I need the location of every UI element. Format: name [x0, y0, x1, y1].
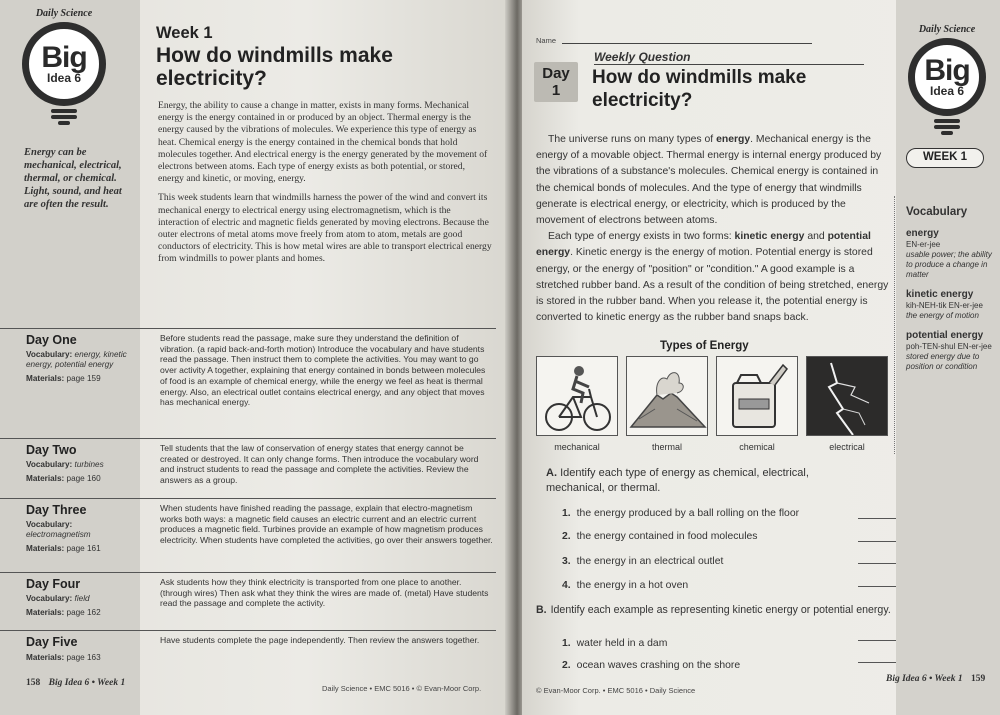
name-label: Name — [536, 36, 557, 45]
day-name: Day Two — [26, 443, 77, 457]
question-a-item: 2. the energy contained in food molecules — [562, 531, 758, 542]
vocab-term: kinetic energy — [906, 289, 974, 300]
vocab-term: energy — [906, 228, 939, 239]
day-materials: Materials: page 162 — [26, 608, 101, 617]
type-label-electrical: electrical — [829, 442, 865, 452]
page-number: 159 — [970, 674, 986, 684]
day-materials: Materials: page 161 — [26, 544, 101, 553]
vocab-definition: stored energy due to position or condition — [906, 352, 980, 371]
question-title: How do windmills make electricity? — [592, 67, 807, 111]
day-materials: Materials: page 159 — [26, 374, 101, 383]
day-vocab: Vocabulary: electromagnetism — [26, 520, 91, 539]
day-one-section — [0, 328, 496, 436]
right-sidebar — [896, 0, 1000, 715]
page-title: How do windmills make electricity? — [156, 44, 393, 90]
copyright-right: © Evan-Moor Corp. • EMC 5016 • Daily Science — [536, 686, 696, 695]
day-two-section — [0, 438, 496, 496]
lightbulb-icon — [908, 38, 986, 116]
question-a: A. Identify each type of energy as chemical, electrical, mechanical, or thermal. — [546, 467, 809, 494]
type-label-chemical: chemical — [739, 442, 775, 452]
badge-big-text: Big — [41, 40, 87, 74]
big-idea-badge-right — [908, 24, 986, 135]
week-heading: Week 1 — [156, 24, 213, 42]
lightning-image — [806, 356, 888, 436]
sidebar-note: Energy can be mechanical, electrical, thermal, or chemical. Light, sound, and heat are often the result. — [24, 147, 122, 210]
daily-science-label: Daily Science — [35, 8, 93, 19]
bicycle-rider-image — [536, 356, 618, 436]
day-instructions: When students have finished reading the passage, explain that electro-magnetism works both ways: a magnetic field causes an electric current and an electric current produces a magnetic field. Turbines provide an example of how magnetism produces electricity. When students have completed the activities, go over their answers together. — [160, 503, 493, 546]
left-footer — [26, 678, 125, 688]
vocab-term: potential energy — [906, 330, 984, 341]
day-four-section — [0, 572, 496, 628]
day-name: Day One — [26, 333, 77, 347]
passage-paragraph-2: Each type of energy exists in two forms: kinetic energy and potential energy. Kinetic energy is the energy of motion. Potential energy is stored energy, or the energy of "position" or "condition." A good example is a stretched rubber band. As a result of the condition of being stretched, energy is stored in the rubber band. When you release it, the potential energy is converted to kinetic energy as the rubber band snaps back. — [536, 231, 889, 324]
big-idea-badge-left — [22, 8, 106, 125]
vocab-pronunciation: poh-TEN-shul EN-er-jee — [906, 342, 992, 351]
intro-text — [158, 100, 492, 273]
day-three-section — [0, 498, 496, 570]
lightbulb-icon — [22, 22, 106, 106]
vocabulary-sidebar — [906, 206, 998, 381]
daily-science-label: Daily Science — [918, 24, 976, 35]
day-vocab: Vocabulary: turbines — [26, 460, 104, 469]
day-vocab: Vocabulary: energy, kinetic energy, potential energy — [26, 350, 127, 369]
volcano-image — [626, 356, 708, 436]
badge-idea-text: Idea 6 — [929, 83, 965, 98]
weekly-question-label: Weekly Question — [594, 50, 691, 64]
page-number: 158 — [26, 678, 41, 688]
intro-paragraph-1: Energy, the ability to cause a change in matter, exists in many forms. Mechanical energy is the energy contained in or produced by an object. Thermal energy is the energy caused by the vibrations of molecules. We experience this type of energy as heat. Chemical energy is the energy contained in the chemical bonds that hold molecules together. And electrical energy is the energy generated by the movement of electrons between atoms. Each type of energy exists as both potential, or stored, energy and kinetic, or moving, energy. — [158, 100, 488, 185]
day-vocab: Vocabulary: field — [26, 594, 90, 603]
name-field[interactable] — [562, 43, 812, 44]
day-name: Day Five — [26, 635, 78, 649]
sidebar-divider — [894, 196, 895, 454]
reading-passage — [536, 132, 894, 326]
question-a-item: 1. the energy produced by a ball rolling on the floor — [562, 508, 800, 519]
type-label-mechanical: mechanical — [554, 442, 600, 452]
day-name: Day Three — [26, 503, 87, 517]
right-page — [522, 0, 1000, 715]
type-label-thermal: thermal — [651, 442, 682, 452]
day-instructions: Ask students how they think electricity is transported from one place to another. (through wires) Then ask what they think the wires are made of. (metal) Have students read the passage and complete the activity. — [160, 577, 489, 609]
question-b: B. Identify each example as representing kinetic energy or potential energy. — [536, 604, 891, 616]
vocab-pronunciation: kih-NEH-tik EN-er-jee — [906, 301, 983, 310]
copyright-left: Daily Science • EMC 5016 • © Evan-Moor Corp. — [322, 684, 482, 693]
day-number: 1 — [551, 82, 561, 99]
day-materials: Materials: page 160 — [26, 474, 101, 483]
footer-label: Big Idea 6 • Week 1 — [48, 678, 126, 688]
day-instructions: Have students complete the page independently. Then review the answers together. — [160, 635, 480, 645]
day-word: Day — [542, 65, 570, 82]
divider — [594, 64, 864, 65]
passage-paragraph-1: The universe runs on many types of energy. Mechanical energy is the energy of a movable object. Thermal energy is internal energy produced by the vibrations of a substance's molecules. Chemical energy is contained in the chemical bonds of molecules. And the type of energy that windmills generate is electrical energy, or electricity, which is produced by the movement of electrons between atoms. — [536, 134, 882, 227]
day-instructions: Before students read the passage, make sure they understand the definition of vibration. (a rapid back-and-forth motion) Introduce the vocabulary and have students read the passage. Then instruct them to complete the activities. You may want to go over activity A together, explaining that energy contained in bonds between molecules of food is an example of chemical energy, while the energy we feel as heat is thermal energy. Also, an electrical outlet contains electrical energy, and any object that moves has mechanical energy. — [160, 333, 486, 408]
day-badge — [534, 62, 578, 102]
day-instructions: Tell students that the law of conservation of energy states that energy cannot be created or destroyed. It can only change forms. Then introduce the vocabulary word and instruct students to read the passage and complete the activities. Review the answers as a group. — [160, 443, 479, 486]
day-materials: Materials: page 163 — [26, 653, 101, 662]
day-name: Day Four — [26, 577, 81, 591]
bulb-base-icon — [51, 109, 77, 125]
question-b-item: 2. ocean waves crashing on the shore — [562, 660, 741, 671]
vocab-pronunciation: EN-er-jee — [906, 240, 941, 249]
types-of-energy-title: Types of Energy — [660, 340, 749, 352]
vocab-definition: usable power; the ability to produce a change in matter — [906, 250, 992, 279]
question-b-item: 1. water held in a dam — [562, 638, 668, 649]
badge-idea-text: Idea 6 — [46, 70, 82, 85]
bulb-base-icon — [934, 119, 960, 135]
footer-label: Big Idea 6 • Week 1 — [886, 674, 963, 684]
badge-big-text: Big — [924, 53, 970, 87]
right-footer — [886, 674, 985, 684]
intro-paragraph-2: This week students learn that windmills harness the power of the wind and convert its mechanical energy to electrical energy using electromagnetism, which is the interaction of electric and magnetic fields generated by moving electrons. Because the outer electrons of metal atoms move freely from atom to atom, metals are good conductors of electricity. This is how metal wires are able to transport electrical energy from windmills to power plants and homes. — [158, 192, 492, 265]
question-a-item: 3. the energy in an electrical outlet — [562, 556, 724, 567]
vocab-definition: the energy of motion — [906, 311, 979, 320]
week-badge: WEEK 1 — [906, 148, 984, 168]
gas-can-image — [716, 356, 798, 436]
question-a-item: 4. the energy in a hot oven — [562, 580, 689, 591]
day-five-section — [0, 630, 496, 670]
vocabulary-heading: Vocabulary — [906, 206, 968, 218]
